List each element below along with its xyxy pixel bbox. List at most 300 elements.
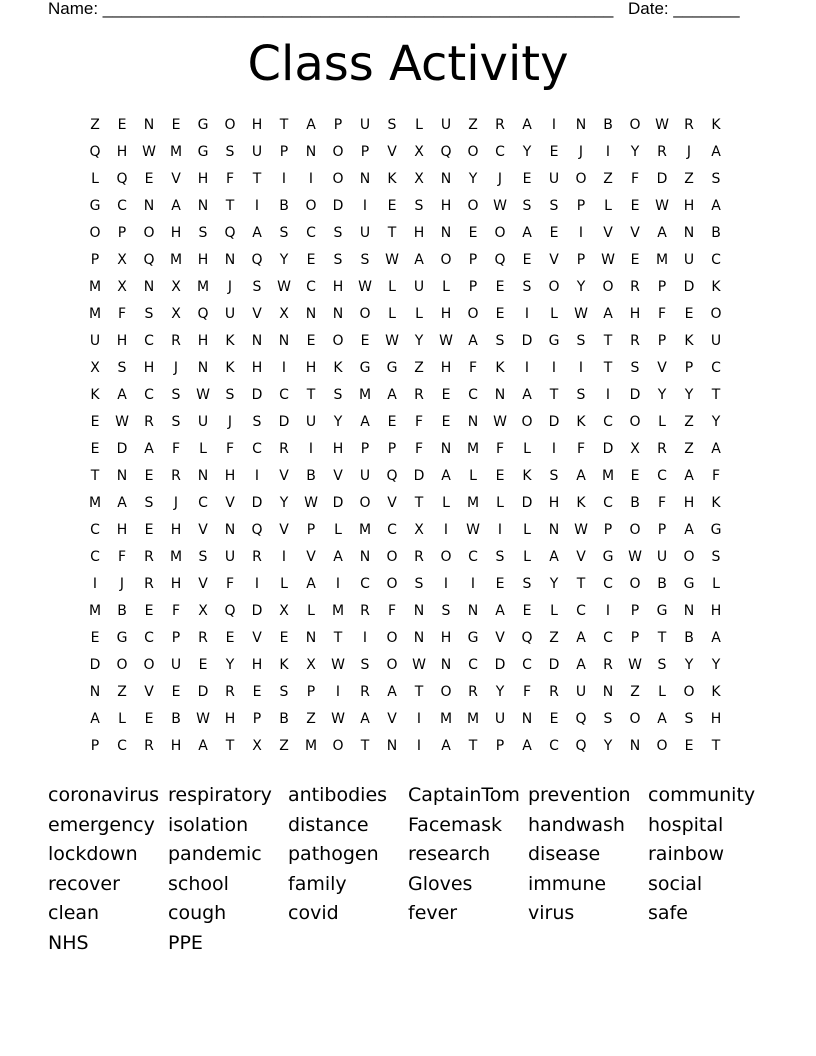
grid-letter: O bbox=[467, 306, 479, 322]
grid-letter: B bbox=[630, 495, 640, 511]
grid-letter: K bbox=[495, 360, 505, 376]
grid-letter: G bbox=[359, 360, 371, 376]
grid-letter: Q bbox=[143, 252, 155, 268]
grid-letter: V bbox=[549, 252, 559, 268]
grid-letter: E bbox=[252, 684, 262, 700]
grid-letter: C bbox=[603, 495, 613, 511]
grid-letter: Y bbox=[576, 279, 586, 295]
grid-letter: L bbox=[388, 279, 396, 295]
grid-letter: I bbox=[578, 360, 584, 376]
grid-letter: P bbox=[468, 279, 478, 295]
grid-letter: K bbox=[279, 657, 289, 673]
grid-letter: A bbox=[576, 657, 586, 673]
grid-letter: W bbox=[439, 333, 453, 349]
grid-letter: W bbox=[628, 657, 642, 673]
grid-letter: C bbox=[144, 387, 154, 403]
grid-letter: Y bbox=[522, 144, 532, 160]
grid-letter: S bbox=[441, 603, 451, 619]
grid-letter: Y bbox=[711, 657, 721, 673]
grid-letter: L bbox=[280, 576, 288, 592]
grid-letter: V bbox=[252, 306, 262, 322]
grid-letter: O bbox=[629, 414, 641, 430]
grid-letter: H bbox=[440, 198, 452, 214]
grid-letter: N bbox=[413, 603, 425, 619]
grid-letter: K bbox=[225, 360, 235, 376]
grid-letter: I bbox=[551, 441, 557, 457]
grid-letter: G bbox=[683, 576, 695, 592]
grid-letter: S bbox=[576, 387, 586, 403]
grid-letter: N bbox=[278, 333, 290, 349]
grid-letter: A bbox=[495, 603, 505, 619]
grid-letter: E bbox=[549, 711, 559, 727]
grid-letter: E bbox=[144, 171, 154, 187]
grid-letter: H bbox=[629, 306, 641, 322]
grid-letter: N bbox=[386, 738, 398, 754]
grid-letter: R bbox=[225, 684, 235, 700]
grid-letter: S bbox=[549, 198, 559, 214]
grid-letter: N bbox=[359, 549, 371, 565]
grid-letter: I bbox=[551, 117, 557, 133]
grid-letter: Z bbox=[90, 117, 100, 133]
grid-letter: F bbox=[171, 441, 181, 457]
word-list-item: cough bbox=[168, 902, 227, 925]
grid-letter: D bbox=[656, 171, 668, 187]
grid-letter: T bbox=[252, 171, 262, 187]
grid-letter: A bbox=[360, 711, 370, 727]
grid-letter: I bbox=[443, 576, 449, 592]
grid-letter: A bbox=[360, 414, 370, 430]
grid-letter: I bbox=[470, 576, 476, 592]
grid-letter: C bbox=[144, 630, 154, 646]
grid-letter: P bbox=[90, 252, 100, 268]
word-list-item: lockdown bbox=[48, 843, 138, 866]
grid-letter: S bbox=[522, 198, 532, 214]
grid-letter: E bbox=[549, 225, 559, 241]
grid-letter: K bbox=[333, 360, 343, 376]
grid-letter: L bbox=[658, 414, 666, 430]
grid-letter: T bbox=[414, 684, 424, 700]
grid-letter: O bbox=[332, 144, 344, 160]
grid-letter: C bbox=[144, 333, 154, 349]
grid-letter: U bbox=[548, 171, 560, 187]
grid-letter: N bbox=[116, 468, 128, 484]
grid-letter: O bbox=[467, 144, 479, 160]
grid-letter: Y bbox=[657, 387, 667, 403]
grid-letter: T bbox=[603, 360, 613, 376]
grid-letter: D bbox=[548, 414, 560, 430]
grid-letter: P bbox=[630, 630, 640, 646]
grid-letter: P bbox=[603, 522, 613, 538]
grid-letter: E bbox=[144, 522, 154, 538]
grid-letter: G bbox=[386, 360, 398, 376]
grid-letter: O bbox=[656, 738, 668, 754]
grid-letter: Q bbox=[251, 252, 263, 268]
grid-letter: A bbox=[576, 468, 586, 484]
grid-letter: E bbox=[441, 387, 451, 403]
grid-letter: N bbox=[305, 144, 317, 160]
grid-letter: X bbox=[171, 306, 181, 322]
grid-letter: E bbox=[630, 252, 640, 268]
grid-letter: Z bbox=[468, 117, 478, 133]
grid-letter: X bbox=[171, 279, 181, 295]
grid-letter: K bbox=[711, 495, 721, 511]
grid-letter: M bbox=[169, 252, 183, 268]
grid-letter: H bbox=[683, 198, 695, 214]
grid-letter: U bbox=[575, 684, 587, 700]
grid-letter: A bbox=[252, 225, 262, 241]
grid-letter: A bbox=[711, 441, 721, 457]
grid-letter: A bbox=[441, 468, 451, 484]
word-list-item: respiratory bbox=[168, 784, 272, 806]
word-list-item: hospital bbox=[648, 813, 724, 836]
grid-letter: E bbox=[387, 414, 397, 430]
word-list-item: fever bbox=[408, 902, 458, 925]
grid-letter: V bbox=[603, 225, 613, 241]
grid-letter: W bbox=[655, 198, 669, 214]
grid-letter: T bbox=[306, 387, 316, 403]
grid-letter: P bbox=[252, 711, 262, 727]
word-list-item: isolation bbox=[168, 813, 249, 836]
word-list-item: covid bbox=[288, 902, 339, 925]
grid-letter: L bbox=[604, 198, 612, 214]
grid-letter: T bbox=[603, 333, 613, 349]
grid-letter: E bbox=[549, 144, 559, 160]
grid-letter: S bbox=[333, 252, 343, 268]
grid-letter: W bbox=[574, 306, 588, 322]
grid-letter: Y bbox=[333, 414, 343, 430]
grid-letter: S bbox=[117, 360, 127, 376]
grid-letter: C bbox=[657, 468, 667, 484]
grid-letter: Q bbox=[521, 630, 533, 646]
grid-letter: Q bbox=[440, 144, 452, 160]
grid-letter: D bbox=[494, 657, 506, 673]
grid-letter: W bbox=[142, 144, 156, 160]
grid-letter: Z bbox=[684, 414, 694, 430]
grid-letter: V bbox=[252, 630, 262, 646]
grid-letter: T bbox=[225, 738, 235, 754]
grid-letter: F bbox=[225, 576, 235, 592]
grid-letter: O bbox=[440, 684, 452, 700]
grid-letter: D bbox=[89, 657, 101, 673]
grid-letter: Y bbox=[684, 657, 694, 673]
grid-letter: T bbox=[468, 738, 478, 754]
grid-letter: A bbox=[711, 198, 721, 214]
grid-letter: S bbox=[198, 225, 208, 241]
grid-letter: U bbox=[710, 333, 722, 349]
grid-letter: L bbox=[199, 441, 207, 457]
grid-letter: S bbox=[279, 225, 289, 241]
grid-letter: I bbox=[254, 576, 260, 592]
grid-letter: H bbox=[251, 360, 263, 376]
grid-letter: R bbox=[630, 279, 640, 295]
grid-letter: I bbox=[362, 198, 368, 214]
grid-letter: L bbox=[415, 117, 423, 133]
grid-letter: N bbox=[197, 468, 209, 484]
word-list-item: virus bbox=[528, 902, 575, 925]
grid-letter: D bbox=[548, 657, 560, 673]
grid-letter: S bbox=[495, 549, 505, 565]
grid-letter: O bbox=[629, 576, 641, 592]
grid-letter: U bbox=[197, 414, 209, 430]
grid-letter: P bbox=[306, 522, 316, 538]
grid-letter: I bbox=[605, 387, 611, 403]
grid-letter: Q bbox=[224, 225, 236, 241]
grid-letter: S bbox=[522, 576, 532, 592]
grid-letter: R bbox=[657, 441, 667, 457]
grid-letter: O bbox=[332, 738, 344, 754]
grid-letter: U bbox=[359, 468, 371, 484]
grid-letter: R bbox=[252, 549, 262, 565]
grid-letter: S bbox=[252, 414, 262, 430]
grid-letter: R bbox=[630, 333, 640, 349]
grid-letter: R bbox=[144, 576, 154, 592]
grid-letter: Y bbox=[495, 684, 505, 700]
grid-letter: N bbox=[548, 522, 560, 538]
grid-letter: R bbox=[279, 441, 289, 457]
grid-letter: P bbox=[171, 630, 181, 646]
grid-letter: E bbox=[495, 279, 505, 295]
grid-letter: R bbox=[414, 549, 424, 565]
grid-letter: E bbox=[90, 441, 100, 457]
grid-letter: K bbox=[684, 333, 694, 349]
grid-letter: E bbox=[522, 603, 532, 619]
grid-letter: J bbox=[497, 171, 503, 187]
grid-letter: Z bbox=[603, 171, 613, 187]
grid-letter: H bbox=[251, 657, 263, 673]
grid-letter: X bbox=[630, 441, 640, 457]
grid-letter: O bbox=[602, 279, 614, 295]
grid-letter: U bbox=[359, 225, 371, 241]
grid-letter: B bbox=[657, 576, 667, 592]
grid-letter: Q bbox=[116, 171, 128, 187]
word-list-item: rainbow bbox=[648, 843, 724, 866]
grid-letter: X bbox=[279, 306, 289, 322]
grid-letter: H bbox=[197, 171, 209, 187]
grid-letter: R bbox=[495, 117, 505, 133]
grid-letter: K bbox=[711, 117, 721, 133]
grid-letter: D bbox=[332, 495, 344, 511]
word-list-item: social bbox=[648, 872, 703, 895]
grid-letter: I bbox=[254, 468, 260, 484]
grid-letter: H bbox=[224, 468, 236, 484]
grid-letter: I bbox=[254, 198, 260, 214]
grid-letter: S bbox=[360, 657, 370, 673]
grid-letter: J bbox=[173, 360, 179, 376]
grid-letter: T bbox=[414, 495, 424, 511]
grid-letter: V bbox=[333, 468, 343, 484]
grid-letter: M bbox=[466, 711, 480, 727]
grid-letter: N bbox=[440, 657, 452, 673]
grid-letter: E bbox=[90, 414, 100, 430]
grid-letter: O bbox=[332, 333, 344, 349]
grid-letter: X bbox=[117, 252, 127, 268]
grid-letter: M bbox=[358, 387, 372, 403]
grid-letter: N bbox=[683, 603, 695, 619]
grid-letter: A bbox=[522, 117, 532, 133]
grid-letter: P bbox=[333, 117, 343, 133]
grid-letter: O bbox=[386, 657, 398, 673]
grid-letter: Y bbox=[549, 576, 559, 592]
grid-letter: T bbox=[711, 387, 721, 403]
grid-letter: E bbox=[306, 333, 316, 349]
grid-letter: B bbox=[711, 225, 721, 241]
grid-letter: F bbox=[576, 441, 586, 457]
grid-letter: P bbox=[306, 684, 316, 700]
grid-letter: E bbox=[630, 468, 640, 484]
grid-letter: S bbox=[225, 144, 235, 160]
word-list-item: prevention bbox=[528, 784, 631, 806]
grid-letter: O bbox=[521, 414, 533, 430]
grid-letter: Q bbox=[251, 522, 263, 538]
grid-letter: N bbox=[197, 198, 209, 214]
grid-letter: C bbox=[198, 495, 208, 511]
grid-letter: R bbox=[171, 468, 181, 484]
grid-letter: X bbox=[414, 144, 424, 160]
grid-letter: Z bbox=[549, 630, 559, 646]
grid-letter: O bbox=[548, 279, 560, 295]
grid-letter: F bbox=[225, 171, 235, 187]
grid-letter: P bbox=[657, 279, 667, 295]
grid-letter: A bbox=[684, 468, 694, 484]
grid-letter: D bbox=[251, 495, 263, 511]
grid-letter: E bbox=[198, 657, 208, 673]
grid-letter: D bbox=[629, 387, 641, 403]
word-list-item: pandemic bbox=[168, 843, 262, 866]
grid-letter: H bbox=[440, 630, 452, 646]
grid-letter: P bbox=[387, 441, 397, 457]
grid-letter: N bbox=[305, 306, 317, 322]
grid-letter: C bbox=[468, 549, 478, 565]
grid-letter: O bbox=[629, 711, 641, 727]
grid-letter: S bbox=[252, 279, 262, 295]
grid-letter: M bbox=[331, 603, 345, 619]
grid-letter: W bbox=[331, 657, 345, 673]
grid-letter: E bbox=[522, 171, 532, 187]
grid-letter: A bbox=[117, 387, 127, 403]
grid-letter: Y bbox=[279, 495, 289, 511]
grid-letter: E bbox=[630, 198, 640, 214]
word-list-item: family bbox=[288, 872, 347, 895]
grid-letter: S bbox=[198, 549, 208, 565]
grid-letter: A bbox=[603, 306, 613, 322]
grid-letter: A bbox=[333, 549, 343, 565]
grid-letter: O bbox=[440, 252, 452, 268]
grid-letter: W bbox=[493, 414, 507, 430]
grid-letter: Q bbox=[575, 738, 587, 754]
grid-letter: L bbox=[388, 306, 396, 322]
grid-letter: U bbox=[656, 549, 668, 565]
grid-letter: N bbox=[440, 171, 452, 187]
grid-letter: S bbox=[657, 657, 667, 673]
grid-letter: L bbox=[91, 171, 99, 187]
grid-letter: E bbox=[117, 117, 127, 133]
grid-letter: T bbox=[576, 576, 586, 592]
grid-letter: V bbox=[387, 144, 397, 160]
grid-letter: Z bbox=[684, 171, 694, 187]
grid-letter: W bbox=[466, 522, 480, 538]
grid-letter: I bbox=[524, 360, 530, 376]
grid-letter: Z bbox=[117, 684, 127, 700]
grid-letter: H bbox=[116, 522, 128, 538]
grid-letter: M bbox=[196, 279, 210, 295]
grid-letter: H bbox=[170, 225, 182, 241]
grid-letter: R bbox=[684, 117, 694, 133]
grid-letter: N bbox=[440, 441, 452, 457]
grid-letter: L bbox=[442, 279, 450, 295]
grid-letter: J bbox=[227, 414, 233, 430]
word-list-item: Facemask bbox=[408, 813, 503, 836]
grid-letter: D bbox=[521, 495, 533, 511]
grid-letter: X bbox=[279, 603, 289, 619]
grid-letter: L bbox=[415, 306, 423, 322]
grid-letter: H bbox=[170, 576, 182, 592]
grid-letter: N bbox=[683, 225, 695, 241]
grid-letter: P bbox=[468, 252, 478, 268]
grid-letter: K bbox=[576, 495, 586, 511]
word-search-grid bbox=[82, 112, 744, 760]
grid-letter: H bbox=[197, 333, 209, 349]
grid-letter: F bbox=[657, 495, 667, 511]
grid-letter: Y bbox=[414, 333, 424, 349]
grid-letter: E bbox=[171, 117, 181, 133]
grid-letter: I bbox=[497, 522, 503, 538]
grid-letter: I bbox=[92, 576, 98, 592]
grid-letter: O bbox=[386, 630, 398, 646]
grid-letter: O bbox=[683, 684, 695, 700]
word-list-item: antibodies bbox=[288, 784, 388, 806]
grid-letter: Q bbox=[494, 252, 506, 268]
grid-letter: G bbox=[89, 198, 101, 214]
grid-letter: M bbox=[88, 279, 102, 295]
grid-letter: C bbox=[90, 522, 100, 538]
grid-letter: R bbox=[360, 684, 370, 700]
grid-letter: V bbox=[198, 522, 208, 538]
word-list-item: emergency bbox=[48, 813, 155, 836]
grid-letter: B bbox=[171, 711, 181, 727]
grid-letter: H bbox=[332, 279, 344, 295]
grid-letter: W bbox=[196, 711, 210, 727]
grid-letter: H bbox=[440, 360, 452, 376]
grid-letter: H bbox=[197, 252, 209, 268]
grid-letter: M bbox=[466, 495, 480, 511]
grid-letter: C bbox=[603, 576, 613, 592]
grid-letter: V bbox=[198, 576, 208, 592]
grid-letter: D bbox=[251, 387, 263, 403]
grid-letter: Q bbox=[575, 711, 587, 727]
grid-letter: N bbox=[494, 387, 506, 403]
grid-letter: F bbox=[711, 468, 721, 484]
grid-letter: H bbox=[224, 711, 236, 727]
grid-letter: C bbox=[549, 738, 559, 754]
grid-letter: W bbox=[331, 711, 345, 727]
grid-letter: O bbox=[683, 549, 695, 565]
grid-letter: I bbox=[443, 522, 449, 538]
grid-letter: O bbox=[710, 306, 722, 322]
grid-letter: H bbox=[548, 495, 560, 511]
grid-letter: J bbox=[578, 144, 584, 160]
grid-letter: I bbox=[605, 144, 611, 160]
grid-letter: F bbox=[387, 603, 397, 619]
grid-letter: P bbox=[117, 225, 127, 241]
grid-letter: M bbox=[169, 549, 183, 565]
grid-letter: I bbox=[335, 684, 341, 700]
grid-letter: G bbox=[602, 549, 614, 565]
grid-letter: U bbox=[224, 306, 236, 322]
grid-letter: N bbox=[440, 225, 452, 241]
grid-letter: R bbox=[468, 684, 478, 700]
grid-letter: A bbox=[576, 630, 586, 646]
grid-letter: U bbox=[413, 279, 425, 295]
